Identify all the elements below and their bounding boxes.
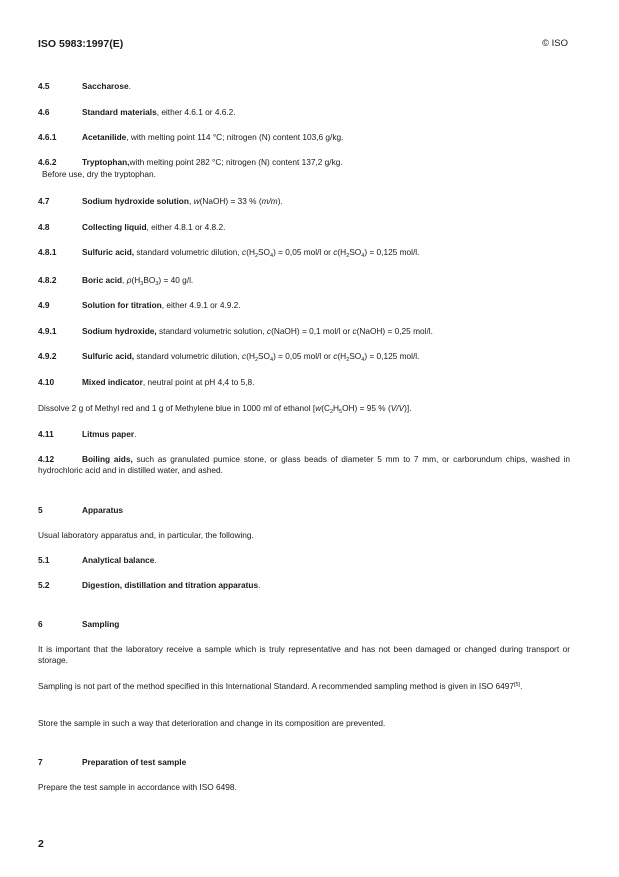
section-5-intro: Usual laboratory apparatus and, in particular, the following. [38,530,254,540]
clause-title: Digestion, distillation and titration apparatus [82,580,259,590]
paragraph-text: . [520,681,523,691]
clause-title: Sulfuric acid, [82,351,135,361]
formula-symbol: c [266,326,272,336]
formula-text: ) = 0,125 mol/l. [364,351,420,361]
clause-title: Sulfuric acid, [82,247,135,257]
clause-4-8-2 [38,275,193,286]
formula-text: (NaOH) = 0,25 mol/l. [356,326,433,336]
formula-text: (H [337,247,347,257]
clause-text: , either 4.8.1 or 4.8.2. [146,222,226,232]
section-title: Preparation of test sample [82,757,187,767]
clause-number: 4.8.2 [38,275,57,285]
clause-4-7 [38,196,283,207]
clause-text: , [188,196,194,206]
formula-text: (H [246,247,255,257]
clause-number: 4.9.1 [38,326,57,336]
clause-title: Solution for titration [82,300,162,310]
section-5-heading [38,505,123,515]
clause-title: Analytical balance [82,555,155,565]
clause-title: Tryptophan, [82,157,130,167]
formula-text: ) = 40 g/l. [158,275,194,285]
clause-title: Boric acid [82,275,123,285]
clause-4-5 [38,81,131,92]
formula-symbol: V/V [390,403,405,413]
clause-number: 4.6.2 [38,157,57,167]
formula-text: BO [143,275,156,285]
clause-title: Saccharose [82,81,129,91]
formula-text: (H [131,275,141,285]
clause-number: 4.12 [38,454,55,464]
clause-text: , with melting point 114 °C; nitrogen (N) content 103,6 g/kg. [126,132,344,142]
clause-text: . [134,429,137,439]
formula-text: (H [337,351,347,361]
section-7-paragraph: Prepare the test sample in accordance with ISO 6498. [38,782,237,792]
section-title: Apparatus [82,505,124,515]
clause-5-2 [38,580,260,591]
clause-4-6-1 [38,132,343,143]
formula-symbol: c [352,326,357,336]
formula-text: (NaOH) = 0,1 mol/l or [271,326,353,336]
section-6-heading [38,619,119,629]
clause-text: . [128,81,131,91]
formula-symbol: w [315,403,322,413]
clause-number: 4.5 [38,81,50,91]
clause-text: such as granulated pumice stone, or glass beads of diameter 5 mm to 7 mm, or carborundum chips, washed in hydrochloric acid and in distilled water, and ashed. [38,454,571,475]
clause-4-6-2-note: Before use, dry the tryptophan. [42,169,156,179]
clause-4-11 [38,429,136,440]
clause-number: 4.6.1 [38,132,57,142]
subscript: 2 [254,357,259,363]
formula-symbol: c [333,247,338,257]
subscript: 2 [346,253,350,259]
section-7-heading [38,757,186,767]
clause-title: Mixed indicator [82,377,143,387]
clause-4-9-1 [38,326,433,337]
formula-text: (H [246,351,255,361]
clause-title: Standard materials [82,107,157,117]
formula-text: )]. [404,403,412,413]
clause-number: 4.8 [38,222,50,232]
clause-text: standard volumetric dilution, [134,351,243,361]
clause-number: 5.1 [38,555,50,565]
clause-title: Sodium hydroxide, [82,326,157,336]
formula-text: SO [258,351,271,361]
subscript: 2 [329,409,334,415]
clause-4-9-2 [38,351,419,362]
subscript: 4 [361,253,365,259]
subscript: 2 [346,357,350,363]
subscript: 4 [361,357,365,363]
formula-text: SO [258,247,271,257]
clause-number: 4.6 [38,107,50,117]
clause-title: Boiling aids, [82,454,133,464]
copyright-notice: © ISO [542,38,569,49]
section-number: 5 [38,505,43,515]
clause-4-10 [38,377,254,388]
clause-number: 4.9 [38,300,50,310]
clause-text: standard volumetric dilution, [134,247,243,257]
clause-text: (NaOH) = 33 % ( [199,196,262,206]
clause-text: . [258,580,261,590]
clause-number: 4.10 [38,377,55,387]
clause-text: . [154,555,157,565]
formula-text: (C [321,403,330,413]
page-number: 2 [38,838,44,850]
clause-number: 4.11 [38,429,54,439]
subscript: 4 [270,357,274,363]
section-6-paragraph-3: Store the sample in such a way that deterioration and change in its composition are prevented. [38,718,386,728]
formula-symbol: c [242,351,247,361]
formula-text: ) = 0,05 mol/l or [273,247,334,257]
clause-number: 4.8.1 [38,247,57,257]
formula-symbol: w [193,196,200,206]
clause-text: ). [277,196,283,206]
standard-reference: ISO 5983:1997(E) [38,38,124,50]
formula-symbol: ρ [126,275,132,285]
clause-text: , either 4.9.1 or 4.9.2. [161,300,241,310]
clause-number: 5.2 [38,580,50,590]
formula-symbol: c [242,247,247,257]
clause-4-6-2 [38,157,343,168]
clause-text: with melting point 282 °C; nitrogen (N) content 137,2 g/kg. [129,157,343,167]
clause-4-9 [38,300,241,311]
subscript: 5 [339,409,343,415]
clause-4-12 [38,454,570,476]
clause-text: , either 4.6.1 or 4.6.2. [156,107,236,117]
formula-symbol: m/m [261,196,278,206]
clause-title: Litmus paper [82,429,135,439]
subscript: 3 [140,281,144,287]
formula-symbol: c [333,351,338,361]
section-title: Sampling [82,619,120,629]
section-6-paragraph-2 [38,681,570,692]
formula-text: ) = 0,05 mol/l or [273,351,334,361]
formula-text: OH) = 95 % ( [342,403,391,413]
formula-text: SO [349,351,362,361]
clause-5-1 [38,555,157,566]
section-number: 7 [38,757,43,767]
subscript: 4 [270,253,274,259]
formula-text: ) = 0,125 mol/l. [364,247,420,257]
clause-number: 4.7 [38,196,50,206]
paragraph-text: Sampling is not part of the method specified in this International Standard. A recommended sampling method is given in ISO 6497 [38,681,514,691]
clause-text: , [122,275,127,285]
clause-title: Sodium hydroxide solution [82,196,189,206]
clause-4-10-paragraph [38,403,412,414]
reference-marker: [5] [513,682,521,688]
clause-text: standard volumetric solution, [156,326,267,336]
clause-title: Acetanilide [82,132,127,142]
clause-4-8 [38,222,225,233]
paragraph-text: Dissolve 2 g of Methyl red and 1 g of Methylene blue in 1000 ml of ethanol [ [38,403,316,413]
clause-4-6 [38,107,236,118]
clause-title: Collecting liquid [82,222,147,232]
clause-text: , neutral point at pH 4,4 to 5,8. [142,377,255,387]
formula-text: H [333,403,340,413]
clause-number: 4.9.2 [38,351,57,361]
subscript: 2 [254,253,259,259]
section-number: 6 [38,619,43,629]
subscript: 3 [155,281,159,287]
clause-4-8-1 [38,247,419,258]
section-6-paragraph-1: It is important that the laboratory receive a sample which is truly representative and has not been damaged or changed during transport or storage. [38,644,570,665]
formula-text: SO [349,247,362,257]
